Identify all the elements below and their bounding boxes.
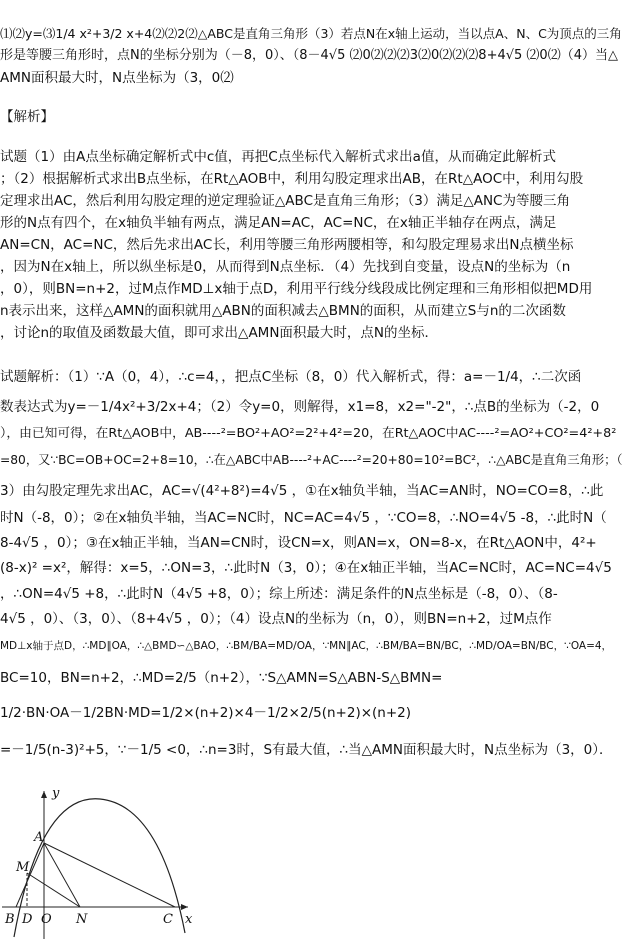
label-D: D xyxy=(22,912,33,927)
solution-line: 时N（-8，0）；②在x轴负半轴，当AC=NC时，NC=AC=4√5 ，∵CO=8，∴NO=4√5 -8，∴此时N（ xyxy=(0,510,607,526)
question-line-2: 形是等腰三角形时，点N的坐标分别为（－8，0）、（8－4√5 ⑵0⑵⑵⑵3⑵0⑵⑵⑵8+4√5 ⑵0⑵（4）当△ xyxy=(0,48,618,63)
solution-line: 1/2·BN·OA－1/2BN·MD=1/2×(n+2)×4－1/2×2/5(n+2)×(n+2) xyxy=(0,705,412,721)
solution-line: 3）由勾股定理先求出AC，AC=√(4²+8²)=4√5 ，①在x轴负半轴，当AC=AN时，NO=CO=8，∴此 xyxy=(0,483,604,499)
analysis-heading: 【解析】 xyxy=(0,109,54,125)
analysis-line: ，讨论n的取值及函数最大值，即可求出△AMN面积最大时，点N的坐标． xyxy=(0,325,439,341)
parabola-curve xyxy=(14,799,185,937)
analysis-line: 定理求出AC，然后利用勾股定理的逆定理验证△ABC是直角三角形；（3）满足△ANC为等腰三角 xyxy=(0,193,570,209)
parabola-figure xyxy=(0,783,200,943)
solution-line: ，∴ON=4√5 +8，∴此时N（4√5 +8，0）；综上所述：满足条件的N点坐标是（-8，0）、（8- xyxy=(0,586,558,602)
solution-line: 数表达式为y=－1/4x²+3/2x+4；（2）令y=0，则解得，x1=8，x2="-2"，∴点B的坐标为（-2，0 xyxy=(0,399,600,415)
label-C: C xyxy=(163,912,173,927)
analysis-line: ，0），则BN=n+2，过M点作MD⊥x轴于点D，利用平行线分线段成比例定理和三角形相似把MD用 xyxy=(0,281,593,297)
label-O: O xyxy=(41,912,52,927)
solution-line: 8-4√5 ，0）；③在x轴正半轴，当AN=CN时，设CN=x，则AN=x，ON=8-x，在Rt△AON中，4²+ xyxy=(0,535,597,551)
segment-AC xyxy=(44,843,175,907)
analysis-line: 形的N点有四个，在x轴负半轴有两点，满足AN=AC，AC=NC，在x轴正半轴存在两点，满足 xyxy=(0,215,557,231)
analysis-line: n表示出来，这样△AMN的面积就用△ABN的面积减去△BMN的面积，从而建立S与n的二次函数 xyxy=(0,303,566,319)
solution-line: =－1/5(n-3)²+5，∵－1/5 <0，∴n=3时，S有最大值，∴当△AMN面积最大时，N点坐标为（3，0）． xyxy=(0,742,613,758)
y-axis-arrow xyxy=(41,791,47,798)
solution-line: 试题解析：（1）∵A（0，4），∴c=4，，把点C坐标（8，0）代入解析式，得：a=－1/4，∴二次函 xyxy=(0,369,582,385)
question-line-1: ⑴⑵y=⑶1/4 x²+3/2 x+4⑵⑵2⑵△ABC是直角三角形（3）若点N在x轴上运动，当以点A、N、C为顶点的三角 xyxy=(0,26,622,41)
label-B: B xyxy=(5,912,15,927)
solution-line: 4√5 ，0）、（3，0）、（8+4√5 ，0）；（4）设点N的坐标为（n，0），则BN=n+2，过M点作 xyxy=(0,611,552,627)
question-line-3: AMN面积最大时，N点坐标为（3，0⑵ xyxy=(0,70,234,86)
label-A: A xyxy=(34,830,44,845)
analysis-line: ，因为N在x轴上，所以纵坐标是0，从而得到N点坐标．（4）先找到自变量，设点N的坐标为（n xyxy=(0,259,571,275)
solution-line: (8-x)² =x²，解得：x=5，∴ON=3，∴此时N（3，0）；④在x轴正半轴，当AC=NC时，AC=NC=4√5 xyxy=(0,560,612,576)
solution-line: ），由已知可得，在Rt△AOB中，AB----²=BO²+AO²=2²+4²=20，在Rt△AOC中AC----²=AO²+CO²=4²+8² xyxy=(0,426,617,441)
analysis-line: ；（2）根据解析式求出B点坐标，在Rt△AOB中，利用勾股定理求出AB，在Rt△AOC中，利用勾股 xyxy=(0,171,584,187)
solution-line: =80，又∵BC=OB+OC=2+8=10，∴在△ABC中AB----²+AC----²=20+80=10²=BC²，∴△ABC是直角三角形；（ xyxy=(0,453,623,467)
label-N: N xyxy=(76,912,88,927)
analysis-line: AN=CN，AC=NC，然后先求出AC长，利用等腰三角形两腰相等，和勾股定理易求出N点横坐标 xyxy=(0,237,574,253)
analysis-line: 试题（1）由A点坐标确定解析式中c值，再把C点坐标代入解析式求出a值，从而确定此解析式 xyxy=(0,149,556,165)
label-y: y xyxy=(52,786,60,801)
segment-MN xyxy=(27,873,80,907)
label-M: M xyxy=(16,860,30,875)
x-axis-arrow xyxy=(181,904,188,910)
solution-line: BC=10，BN=n+2，∴MD=2/5（n+2），∵S△AMN=S△ABN-S△BMN= xyxy=(0,670,443,686)
segment-AN xyxy=(44,843,80,907)
solution-line: MD⊥x轴于点D，∴MD∥OA，∴△BMD∽△BAO，∴BM/BA=MD/OA，∵MN∥AC，∴BM/BA=BN/BC，∴MD/OA=BN/BC，∵OA=4， xyxy=(0,640,613,652)
label-x: x xyxy=(185,912,193,927)
